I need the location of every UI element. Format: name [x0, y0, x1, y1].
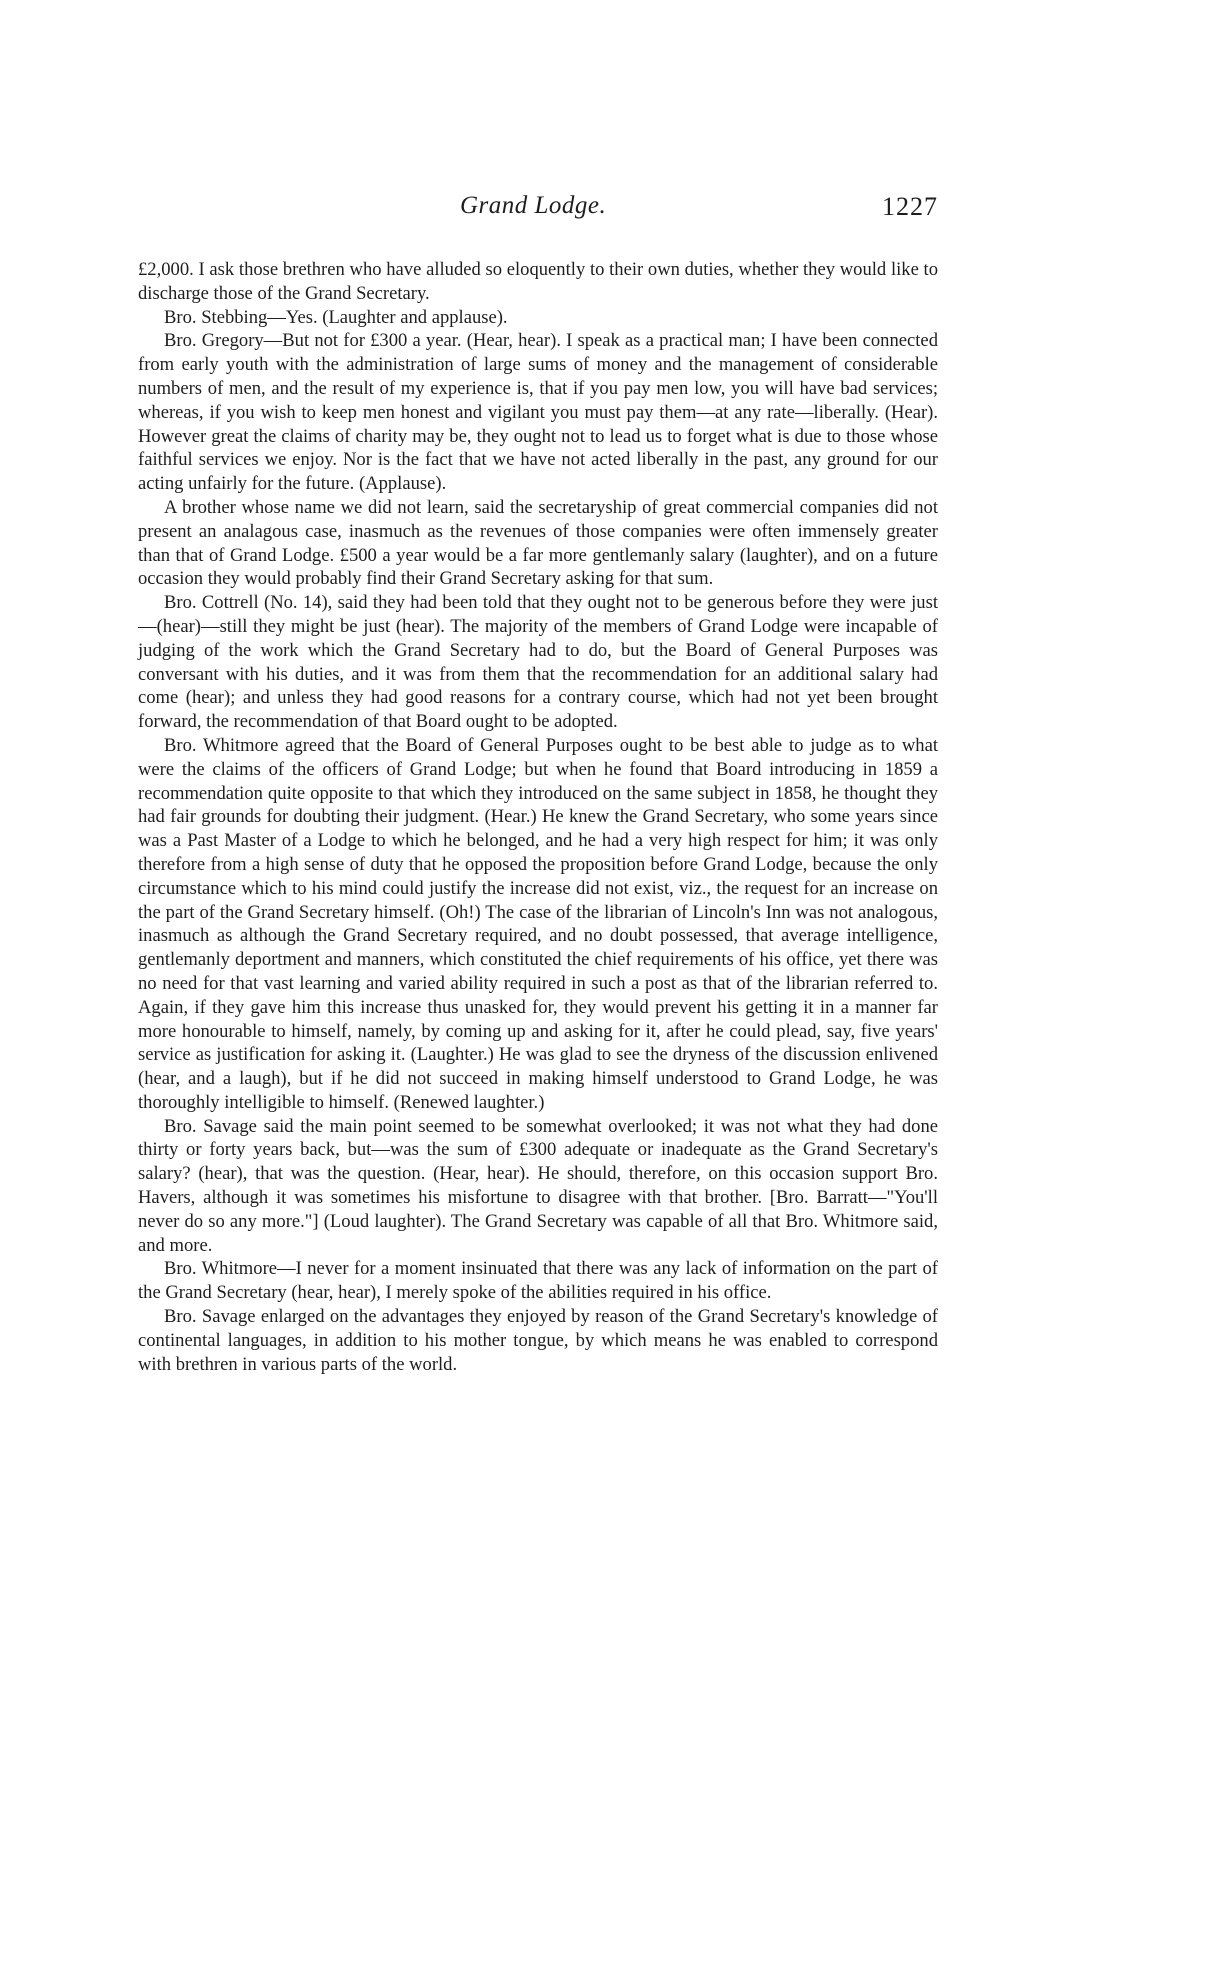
body-text — [138, 258, 938, 1376]
paragraph-whitmore-reply: Bro. Whitmore—I never for a moment insinuated that there was any lack of information on the part of the Grand Secretary (hear, hear), I merely spoke of the abilities required in his office. — [138, 1258, 938, 1304]
paragraph-stebbing: Bro. Stebbing—Yes. (Laughter and applause). — [164, 306, 508, 328]
paragraph-savage: Bro. Savage said the main point seemed to be somewhat overlooked; it was not what they had done thirty or forty years back, but—was the sum of £300 adequate or inadequate as the Grand Secretary's salary? (hear), that was the question. (Hear, hear). He should, therefore, on this occasion support Bro. Havers, although it was sometimes his misfortune to disagree with that brother. [Bro. Barratt—"You'll never do so any more."] (Loud laughter). The Grand Secretary was capable of all that Bro. Whitmore said, and more. — [138, 1115, 938, 1256]
page-number: 1227 — [882, 192, 938, 221]
paragraph-gregory: Bro. Gregory—But not for £300 a year. (Hear, hear). I speak as a practical man; I have been connected from early youth with the administration of large sums of money and the management of considerable numbers of men, and the result of my experience is, that if you pay men low, you will have bad services; whereas, if you wish to keep men honest and vigilant you must pay them—at any rate—liberally. (Hear). However great the claims of charity may be, they ought not to lead us to forget what is due to those whose faithful services we enjoy. Nor is the fact that we have not acted liberally in the past, any ground for our acting unfairly for the future. (Applause). — [138, 330, 938, 495]
paragraph-savage-languages: Bro. Savage enlarged on the advantages they enjoyed by reason of the Grand Secretary's knowledge of continental languages, in addition to his mother tongue, by which means he was enabled to correspond with brethren in various parts of the world. — [138, 1306, 938, 1375]
running-title: Grand Lodge. — [460, 192, 607, 219]
paragraph-whitmore: Bro. Whitmore agreed that the Board of General Purposes ought to be best able to judge as to what were the claims of the officers of Grand Lodge; but when he found that Board introducing in 1859 a recommendation quite opposite to that which they introduced on the same subject in 1858, he thought they had fair grounds for doubting their judgment. (Hear.) He knew the Grand Secretary, who some years since was a Past Master of a Lodge to which he belonged, and he had a very high respect for him; it was only therefore from a high sense of duty that he opposed the proposition before Grand Lodge, because the only circumstance which to his mind could justify the increase did not exist, viz., the request for an increase on the part of the Grand Secretary himself. (Oh!) The case of the librarian of Lincoln's Inn was not analogous, inasmuch as although the Grand Secretary required, and no doubt possessed, that average intelligence, gentlemanly deportment and manners, which constituted the chief requirements of his office, yet there was no need for that vast learning and varied ability required in such a post as that of the librarian referred to. Again, if they gave him this increase thus unasked for, they would prevent his getting it in a manner far more honourable to himself, namely, by coming up and asking for it, after he could plead, say, five years' service as justification for asking it. (Laughter.) He was glad to see the dryness of the discussion enlivened (hear, and a laugh), but if he did not succeed in making himself understood to Grand Lodge, he was thoroughly intelligible to himself. (Renewed laughter.) — [138, 734, 938, 1113]
paragraph-continuation: £2,000. I ask those brethren who have alluded so eloquently to their own duties, whether they would like to discharge those of the Grand Secretary. — [138, 259, 938, 304]
paragraph-cottrell: Bro. Cottrell (No. 14), said they had been told that they ought not to be generous before they were just—(hear)—still they might be just (hear). The majority of the members of Grand Lodge were incapable of judging of the work which the Grand Secretary had to do, but the Board of General Purposes was conversant with his duties, and it was from them that the recommendation for an additional salary had come (hear); and unless they had good reasons for a contrary course, which had not yet been brought forward, the recommendation of that Board ought to be adopted. — [138, 592, 938, 733]
paragraph-unnamed-brother: A brother whose name we did not learn, said the secretaryship of great commercial companies did not present an analagous case, inasmuch as the revenues of those companies were often immensely greater than that of Grand Lodge. £500 a year would be a far more gentlemanly salary (laughter), and on a future occasion they would probably find their Grand Secretary asking for that sum. — [138, 496, 938, 590]
running-head — [138, 192, 938, 232]
